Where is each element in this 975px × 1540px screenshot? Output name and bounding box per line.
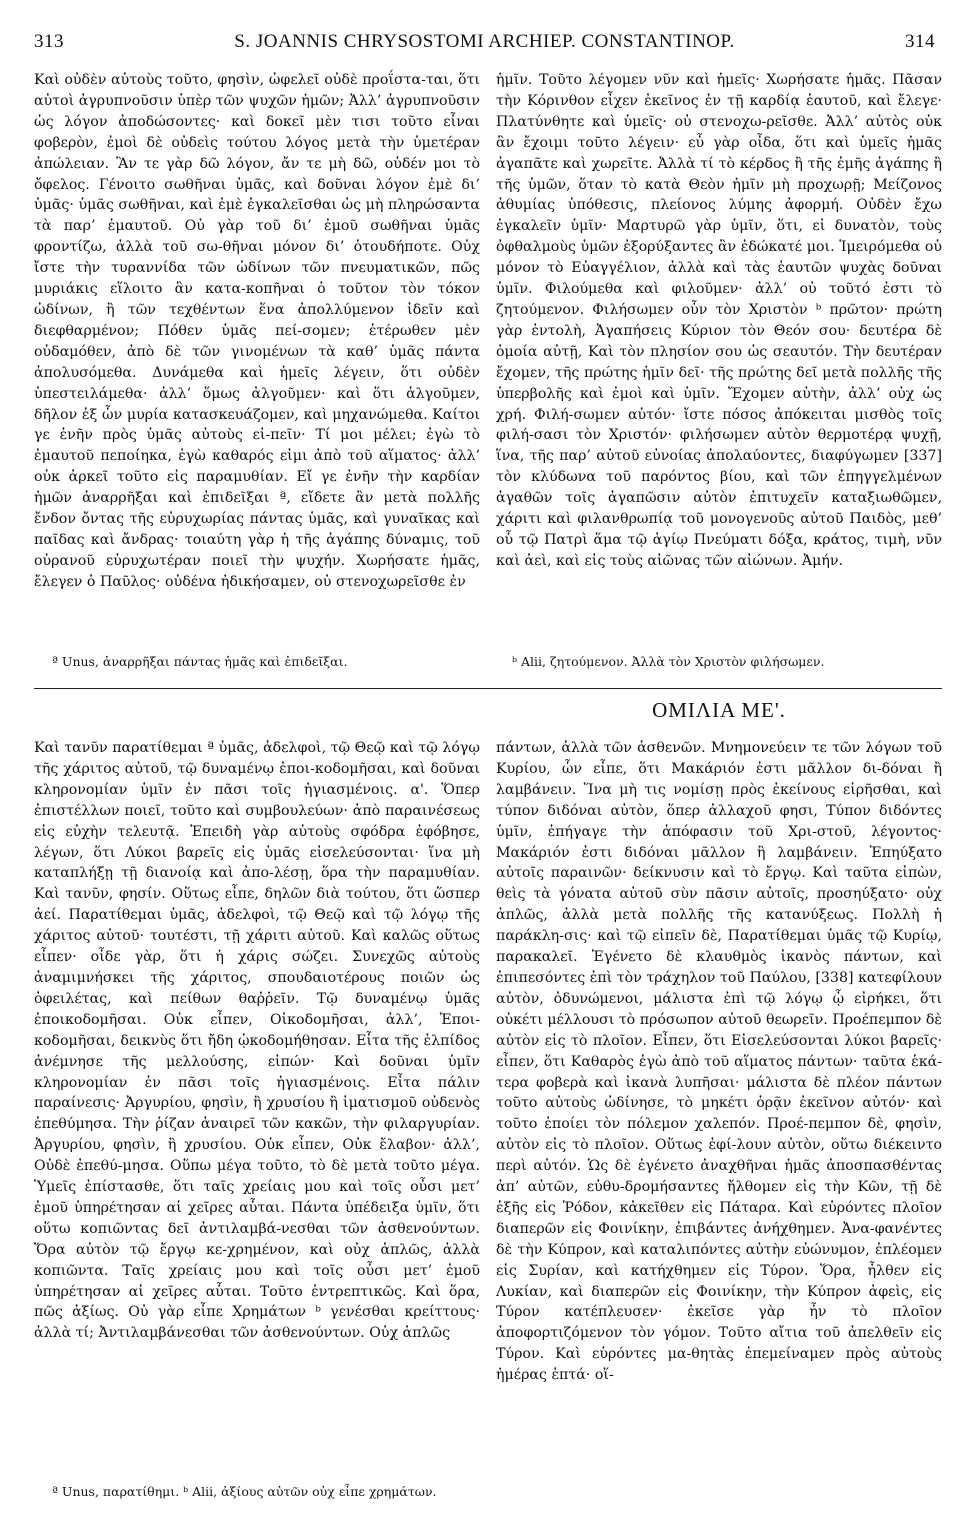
page-number-left: 313 [34, 31, 64, 52]
running-head [34, 28, 935, 56]
page-number-right: 314 [905, 31, 935, 52]
footnote-bottom: ª Unus, παρατίθημι. ᵇ Alii, ἀξίους αὐτῶν οὐχ εἶπε χρημάτων. [52, 1484, 437, 1499]
column-top-left [34, 70, 480, 593]
column-bottom-left [34, 738, 480, 1344]
paragraph-top-right: ἡμῖν. Τοῦτο λέγομεν νῦν καὶ ἡμεῖς· Χωρήσατε ἡμᾶς. Πᾶσαν τὴν Κόρινθον εἶχεν ἐκεῖνος ἐν τῇ καρδίᾳ ἑαυτοῦ, καὶ ἔλεγε· Πλατύνθητε καὶ ὑμεῖς· οὐ στενοχω-ρεῖσθε. Ἀλλ’ αὐτὸς οὐκ ἂν ἔχοιμι τοῦτο λέγειν· εὖ γὰρ οἶδα, ὅτι καὶ ὑμεῖς ἡμᾶς ἀγαπᾶτε καὶ χωρεῖτε. Ἀλλὰ τί τὸ κέρδος ἢ τῆς ἐμῆς ἀγάπης ἢ τῆς ὑμῶν, ὅταν τὸ κατὰ Θεὸν ἡμῖν μὴ προχωρῇ; Μείζονος ἀθυμίας ὑπόθεσις, πλείονος λύμης ἀφορμή. Οὐδὲν ἔχω ἐγκαλεῖν ὑμῖν· Μαρτυρῶ γὰρ ὑμῖν, ὅτι, εἰ δυνατὸν, τοὺς ὀφθαλμοὺς ὑμῶν ἐξορύξαντες ἂν ἐδώκατέ μοι. Ἱμειρόμεθα οὐ μόνον τὸ Εὐαγγέλιον, ἀλλὰ καὶ τὰς ἑαυτῶν ψυχὰς δοῦναι ὑμῖν. Φιλούμεθα καὶ φιλοῦμεν· ἀλλ’ οὐ τοῦτό ἐστι τὸ ζητούμενον. Φιλήσωμεν οὖν τὸν Χριστὸν ᵇ πρῶτον· πρώτη γὰρ ἐντολὴ, Ἀγαπήσεις Κύριον τὸν Θεόν σου· δευτέρα δὲ ὁμοία αὐτῇ, Καὶ τὸν πλησίον σου ὡς σεαυτόν. Τὴν δευτέραν ἔχομεν, τῆς πρώτης ἡμῖν δεῖ· τῆς πρώτης δεῖ μετὰ πολλῆς τῆς ὑπερβολῆς καὶ ἐμοὶ καὶ ὑμῖν. Ἔχομεν αὐτὴν, ἀλλ’ οὐχ ὡς χρή. Φιλή-σωμεν αὐτόν· ἴστε πόσος ἀπόκειται μισθὸς τοῖς φιλή-σασι τὸν Χριστόν· φιλήσωμεν αὐτὸν θερμοτέρᾳ ψυχῇ, ἵνα, τῆς παρ’ αὐτοῦ εὐνοίας ἀπολαύοντες, διαφύγωμεν [337] τὸν κλύδωνα τοῦ παρόντος βίου, καὶ τῶν ἐπηγγελμένων ἀγαθῶν τοῖς ἀγαπῶσιν αὐτὸν ἐπιτυχεῖν καταξιωθῶμεν, χάριτι καὶ φιλανθρωπίᾳ τοῦ μονογενοῦς αὐτοῦ Παιδὸς, μεθ’ οὗ τῷ Πατρὶ ἅμα τῷ ἁγίῳ Πνεύματι δόξα, κράτος, τιμὴ, νῦν καὶ ἀεὶ, καὶ εἰς τοὺς αἰῶνας τῶν αἰώνων. Ἀμήν. [496, 72, 942, 569]
paragraph-bottom-left: Καὶ τανῦν παρατίθεμαι ª ὑμᾶς, ἀδελφοὶ, τῷ Θεῷ καὶ τῷ λόγῳ τῆς χάριτος αὐτοῦ, τῷ δυναμένῳ ἐποι-κοδομῆσαι, καὶ δοῦναι κληρονομίαν ὑμῖν ἐν πᾶσι τοῖς ἡγιασμένοις. α'. Ὅπερ ἐπιστέλλων ποιεῖ, τοῦτο καὶ συμβουλεύων· ἀπὸ παραινέσεως εἰς εὐχὴν τελευτᾷ. Ἐπειδὴ γὰρ αὐτοὺς σφόδρα ἐφόβησε, λέγων, ὅτι Λύκοι βαρεῖς εἰς ὑμᾶς εἰσελεύσονται· ἵνα μὴ καταπλήξῃ τῇ διανοίᾳ καὶ ἀπο-λέσῃ, ὅρα τὴν παραμυθίαν. Καὶ τανῦν, φησίν. Οὕτως εἶπε, δηλῶν διὰ τούτου, ὅτι ὥσπερ ἀεί. Παρατίθεμαι ὑμᾶς, ἀδελφοὶ, τῷ Θεῷ καὶ τῷ λόγῳ τῆς χάριτος αὐτοῦ· τουτέστι, τῇ χάριτι αὐτοῦ. Καὶ καλῶς οὕτως εἶπεν· οἶδε γὰρ, ὅτι ἡ χάρις σώζει. Συνεχῶς αὐτοὺς ἀναμιμνήσκει τῆς χάριτος, σπουδαιοτέρους ποιῶν ὡς ὀφειλέτας, καὶ πείθων θαῤῥεῖν. Τῷ δυναμένῳ ὑμᾶς ἐποικοδομῆσαι. Οὐκ εἶπεν, Οἰκοδομῆσαι, ἀλλ’, Ἐποι-κοδομῆσαι, δεικνὺς ὅτι ἤδη ᾠκοδομήθησαν. Εἶτα τῆς ἐλπίδος ἀνέμνησε τῆς μελλούσης, εἰπών· Καὶ δοῦναι ὑμῖν κληρονομίαν ἐν πᾶσι τοῖς ἡγιασμένοις. Εἶτα πάλιν παραίνεσις· Ἀργυρίου, φησὶν, ἢ χρυσίου ἢ ἱματισμοῦ οὐδενὸς ἐπεθύμησα. Τὴν ῥίζαν ἀναιρεῖ τῶν κακῶν, τὴν φιλαργυρίαν. Ἀργυρίου, φησὶν, ἢ χρυσίου. Οὐκ εἶπεν, Οὐκ ἔλαβον· ἀλλ’, Οὐδὲ ἐπεθύ-μησα. Οὕπω μέγα τοῦτο, τὸ δὲ μετὰ τοῦτο μέγα. Ὑμεῖς ἐπίστασθε, ὅτι ταῖς χρείαις μου καὶ τοῖς οὖσι μετ’ ἐμοῦ ὑπηρέτησαν αἱ χεῖρες αὗται. Πάντα ὑπέδειξα ὑμῖν, ὅτι οὕτω κοπιῶντας δεῖ ἀντιλαμβά-νεσθαι τῶν ἀσθενούντων. Ὅρα αὐτὸν τῷ ἔργῳ κε-χρημένον, καὶ οὐχ ἁπλῶς, ἀλλὰ κοπιῶντα. Ταῖς χρείαις μου καὶ τοῖς οὖσι μετ’ ἐμοῦ ὑπηρέτησαν αἱ χεῖρες αὗται. Τοῦτο ἐντρεπτικῶς. Καὶ ὅρα, πῶς ἀξίως. Οὐ γὰρ εἶπε Χρημάτων ᵇ γενέσθαι κρείττους· ἀλλὰ τί; Ἀντιλαμβάνεσθαι τῶν ἀσθενούντων. Οὐχ ἁπλῶς [34, 740, 480, 1342]
paragraph-bottom-right: πάντων, ἀλλὰ τῶν ἀσθενῶν. Μνημονεύειν τε τῶν λόγων τοῦ Κυρίου, ὧν εἶπε, ὅτι Μακάριόν ἐστι μᾶλλον δι-δόναι ἢ λαμβάνειν. Ἵνα μὴ τις νομίσῃ πρὸς ἐκείνους εἰρῆσθαι, καὶ τύπον διδόναι αὐτὸν, ὅπερ ἀλλαχοῦ φησι, Τύπον διδόντες ὑμῖν, ἐπήγαγε τὴν ἀπόφασιν τοῦ Χρι-στοῦ, λέγοντος· Μακάριόν ἐστι διδόναι μᾶλλον ἢ λαμβάνειν. Ἐπηύξατο αὐτοῖς παραινῶν· δείκνυσιν καὶ τὸ ἔργῳ. Καὶ ταῦτα εἰπὼν, θεὶς τὰ γόνατα αὐτοῦ σὺν πᾶσιν αὐτοῖς, προσηύξατο· οὐχ ἁπλῶς, ἀλλὰ μετὰ πολλῆς τῆς κατανύξεως. Πολλὴ ἡ παράκλη-σις· καὶ τῷ εἰπεῖν δὲ, Παρατίθεμαι ὑμᾶς τῷ Κυρίῳ, παρακαλεῖ. Ἐγένετο δὲ κλαυθμὸς ἱκανὸς πάντων, καὶ ἐπιπεσόντες ἐπὶ τὸν τράχηλον τοῦ Παύλου, [338] κατεφίλουν αὐτὸν, ὀδυνώμενοι, μάλιστα ἐπὶ τῷ λόγῳ ᾧ εἰρήκει, ὅτι οὐκέτι μέλλουσι τὸ πρόσωπον αὐτοῦ θεωρεῖν. Προέπεμπον δὲ αὐτὸν εἰς τὸ πλοῖον. Εἶπεν, ὅτι Εἰσελεύσονται λύκοι βαρεῖς· εἶπεν, ὅτι Καθαρὸς ἐγὼ ἀπὸ τοῦ αἵματος πάντων· ταῦτα ἑκά-τερα φοβερὰ καὶ ἱκανὰ λυπῆσαι· μάλιστα δὲ πλέον πάντων τοῦτο αὐτοὺς ὠδίνησε, τὸ μηκέτι ὁρᾷν ἐκεῖνον αὐτόν· καὶ τοῦτο ἐποίει τὸν πόλεμον χαλεπόν. Προέ-πεμπον δὲ, φησὶν, αὐτὸν εἰς τὸ πλοῖον. Οὕτως ἐφί-λουν αὐτὸν, οὕτω διέκειντο περὶ αὐτόν. Ὡς δὲ ἐγένετο ἀναχθῆναι ἡμᾶς ἀποσπασθέντας ἀπ’ αὐτῶν, εὐθυ-δρομήσαντες ἤλθομεν εἰς τὴν Κῶν, τῇ δὲ ἑξῆς εἰς Ῥόδον, κἀκεῖθεν εἰς Πάταρα. Καὶ εὑρόντες πλοῖον διαπερῶν εἰς Φοινίκην, ἐπιβάντες ἀνήχθημεν. Ἀνα-φανέντες δὲ τὴν Κύπρον, καὶ καταλιπόντες αὐτὴν εὐώνυμον, ἐπλέομεν εἰς Συρίαν, καὶ κατήχθημεν εἰς Τύρον. Ὅρα, ἦλθεν εἰς Λυκίαν, καὶ διαπερῶν εἰς Φοινίκην, τὴν Κύπρον ἀφεὶς, εἰς Τύρον κατέπλευσεν· ἐκεῖσε γὰρ ἦν τὸ πλοῖον ἀποφορτιζόμενον τὸν γόμον. Τοῦτο αἴτια τοῦ ἀπελθεῖν εἰς Τύρον. Καὶ εὑρόντες μα-θητὰς ἐπεμείναμεν πρὸς αὐτοὺς ἡμέρας ἑπτά· οἵ- [496, 740, 942, 1384]
homily-title: ΟΜΙΛΙΑ ΜΕ'. [652, 698, 786, 722]
column-top-right [496, 70, 942, 572]
section-divider [34, 688, 942, 689]
column-bottom-right [496, 738, 942, 1386]
footnote-top-right: ᵇ Alii, ζητούμενον. Ἀλλὰ τὸν Χριστὸν φιλήσωμεν. [512, 654, 825, 669]
running-title: S. JOANNIS CHRYSOSTOMI ARCHIEP. CONSTANTINOP. [234, 31, 735, 52]
paragraph-top-left: Καὶ οὐδὲν αὐτοὺς τοῦτο, φησὶν, ὠφελεῖ οὐδὲ προΐστα-ται, ὅτι αὐτοὶ ἀγρυπνοῦσιν ὑπὲρ τῶν ψυχῶν ἡμῶν; Ἀλλ’ ἀγρυπνοῦσιν ὡς λόγον ἀποδώσοντες· καὶ δοκεῖ μὲν τισι τοῦτο εἶναι φοβερὸν, ἐμοὶ δὲ οὐδεὶς τούτου λόγος μετὰ τὴν ὑμετέραν ἀπώλειαν. Ἂν τε γὰρ δῶ λόγον, ἄν τε μὴ δῶ, οὐδέν μοι τὸ ὄφελος. Γένοιτο σωθῆναι ὑμᾶς, καὶ δοῦναι λόγον ἐμὲ δι’ ὑμᾶς· ὑμᾶς σωθῆναι, καὶ ἐμὲ ἐγκαλεῖσθαι ὡς μὴ πληρώσαντα τὰ παρ’ ἐμαυτοῦ. Οὐ γὰρ τοῦ δι’ ἐμοῦ σωθῆναι ὑμᾶς φροντίζω, ἀλλὰ τοῦ σω-θῆναι μόνον δι’ ὁτουδήποτε. Οὐχ ἴστε τὴν τυραννίδα τῶν ὠδίνων τῶν πνευματικῶν, πῶς μυριάκις εἵλοιτο ἂν κατα-κοπῆναι ὁ τοῦτον τὸν τόκον ὠδίνων, ἢ τῶν τεχθέντων ἕνα ἀπολλύμενον ἰδεῖν καὶ διεφθαρμένον; Πόθεν ὑμᾶς πεί-σομεν; ἑτέρωθεν μὲν οὐδαμόθεν, ἀπὸ δὲ τῶν γινομένων τὰ καθ’ ὑμᾶς πάντα ἀπολυσόμεθα. Δυνάμεθα καὶ ἡμεῖς λέγειν, ὅτι οὐδὲν ὑπεστειλάμεθα· ἀλλ’ ὅμως ἀλγοῦμεν· καὶ ὅτι ἀλγοῦμεν, δῆλον ἐξ ὧν μυρία κατασκευάζομεν, καὶ μηχανώμεθα. Καίτοι γε ἐνῆν πρὸς ὑμᾶς αὐτοὺς εἰ-πεῖν· Τί μοι μέλει; ἐγὼ τὸ ἐμαυτοῦ πεποίηκα, ἐγὼ καθαρός εἰμι ἀπὸ τοῦ αἵματος· ἀλλ’ οὐκ ἀρκεῖ τοῦτο εἰς παραμυθίαν. Εἴ γε ἐνῆν τὴν καρδίαν ἡμῶν ἀναρρῆξαι καὶ ἐπιδεῖξαι ª, εἴδετε ἂν μετὰ πολλῆς ἔνδον ὄντας τῆς εὐρυχωρίας πάντας ὑμᾶς, καὶ γυναῖκας καὶ παῖδας καὶ ἄνδρας· τοιαύτη γὰρ ἡ τῆς ἀγάπης δύναμις, τοῦ οὐρανοῦ εὐρυχωτέραν ποιεῖ τὴν ψυχήν. Χωρήσατε ἡμᾶς, ἔλεγεν ὁ Παῦλος· οὐδένα ἠδικήσαμεν, οὐ στενοχωρεῖσθε ἐν [34, 72, 480, 590]
footnote-top-left: ª Unus, ἀναρρῆξαι πάντας ἡμᾶς καὶ ἐπιδεῖξαι. [52, 654, 348, 669]
